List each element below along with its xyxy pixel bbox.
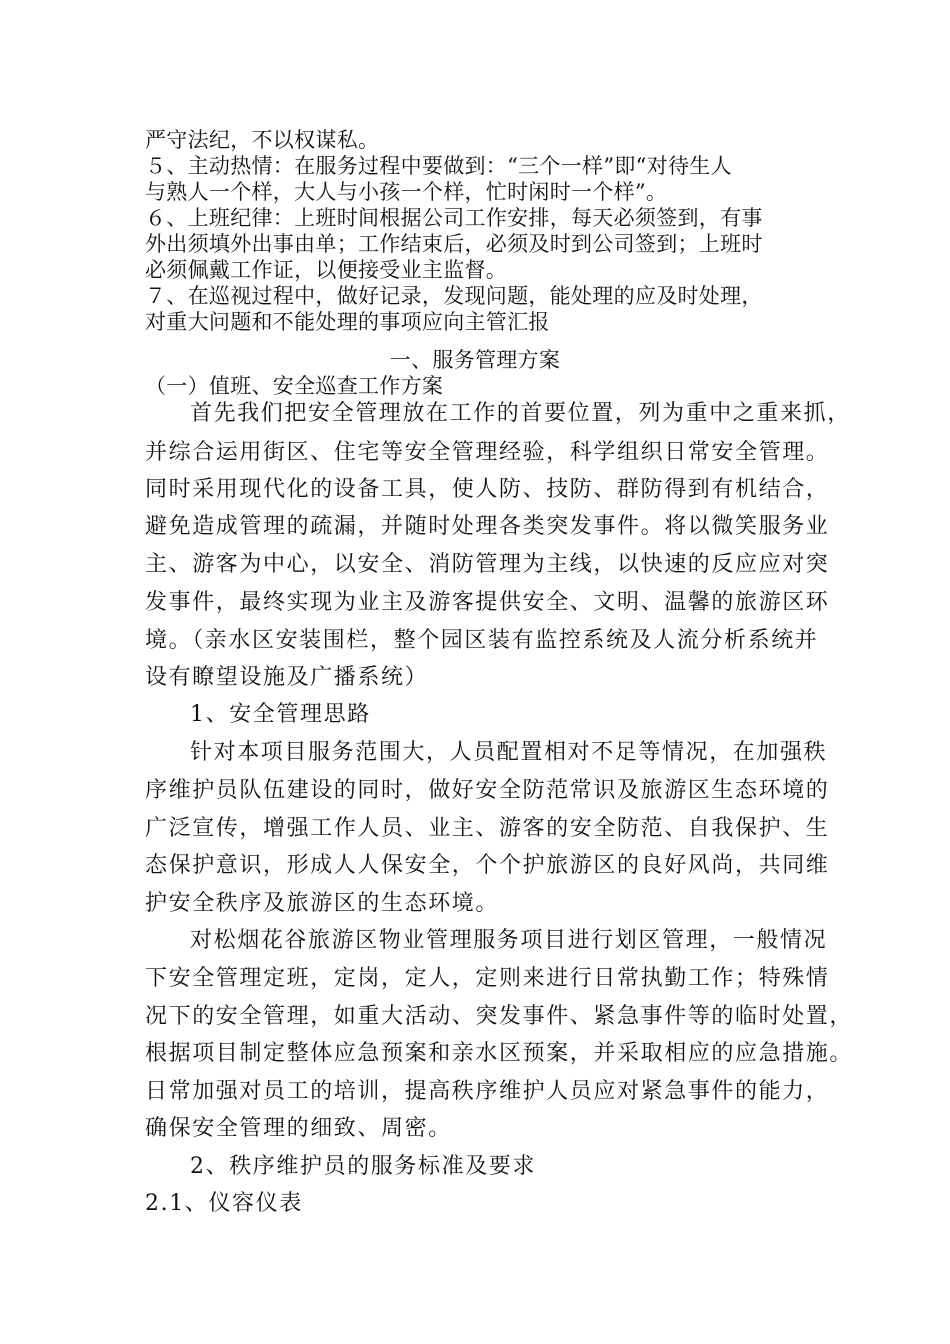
paragraph-line: 下安全管理定班，定岗，定人，定则来进行日常执勤工作；特殊情	[145, 966, 830, 991]
paragraph-line: 并综合运用街区、住宅等安全管理经验，科学组织日常安全管理。	[145, 440, 830, 465]
numbered-heading: 2.1、仪容仪表	[145, 1191, 303, 1216]
text-line: 严守法纪，不以权谋私。	[145, 128, 380, 152]
numbered-heading: 2、秩序维护员的服务标准及要求	[190, 1154, 536, 1179]
paragraph-line: 日常加强对员工的培训，提高秩序维护人员应对紧急事件的能力，	[145, 1079, 830, 1104]
section-heading: 一、服务管理方案	[389, 348, 561, 372]
paragraph-line: 发事件，最终实现为业主及游客提供安全、文明、温馨的旅游区环	[145, 590, 830, 615]
paragraph-line: 序维护员队伍建设的同时，做好安全防范常识及旅游区生态环境的	[145, 778, 830, 803]
text-line: ５、主动热情：在服务过程中要做到：“三个一样”即“对待生人	[145, 154, 732, 178]
paragraph-line: 境。（亲水区安装围栏，整个园区装有监控系统及人流分析系统并	[145, 628, 819, 653]
paragraph-line: 首先我们把安全管理放在工作的首要位置，列为重中之重来抓，	[190, 401, 851, 426]
numbered-heading: 1、安全管理思路	[190, 702, 371, 727]
text-line: ６、上班纪律：上班时间根据公司工作安排，每天必须签到，有事	[145, 206, 763, 230]
text-line: 对重大问题和不能处理的事项应向主管汇报	[145, 310, 550, 334]
paragraph-line: 况下的安全管理，如重大活动、突发事件、紧急事件等的临时处置，	[145, 1004, 854, 1029]
subsection-heading: （一）值班、安全巡查工作方案	[145, 374, 444, 398]
text-line: ７、在巡视过程中，做好记录，发现问题，能处理的应及时处理，	[145, 284, 763, 308]
paragraph-line: 态保护意识，形成人人保安全，个个护旅游区的良好风尚，共同维	[145, 853, 830, 878]
paragraph-line: 避免造成管理的疏漏，并随时处理各类突发事件。将以微笑服务业	[145, 514, 830, 539]
paragraph-line: 确保安全管理的细致、周密。	[145, 1116, 452, 1141]
paragraph-line: 针对本项目服务范围大，人员配置相对不足等情况，在加强秩	[190, 740, 828, 765]
text-line: 与熟人一个样，大人与小孩一个样，忙时闲时一个样”。	[145, 180, 668, 204]
paragraph-line: 护安全秩序及旅游区的生态环境。	[145, 891, 500, 916]
paragraph-line: 对松烟花谷旅游区物业管理服务项目进行划区管理，一般情况	[190, 928, 828, 953]
text-line: 必须佩戴工作证，以便接受业主监督。	[145, 258, 508, 282]
paragraph-line: 设有瞭望设施及广播系统）	[145, 665, 429, 690]
paragraph-line: 广泛宣传，增强工作人员、业主、游客的安全防范、自我保护、生	[145, 816, 830, 841]
paragraph-line: 同时采用现代化的设备工具，使人防、技防、群防得到有机结合，	[145, 477, 830, 502]
text-line: 外出须填外出事由单；工作结束后，必须及时到公司签到；上班时	[145, 232, 763, 256]
paragraph-line: 根据项目制定整体应急预案和亲水区预案，并采取相应的应急措施。	[145, 1041, 854, 1066]
paragraph-line: 主、游客为中心，以安全、消防管理为主线，以快速的反应应对突	[145, 552, 830, 577]
